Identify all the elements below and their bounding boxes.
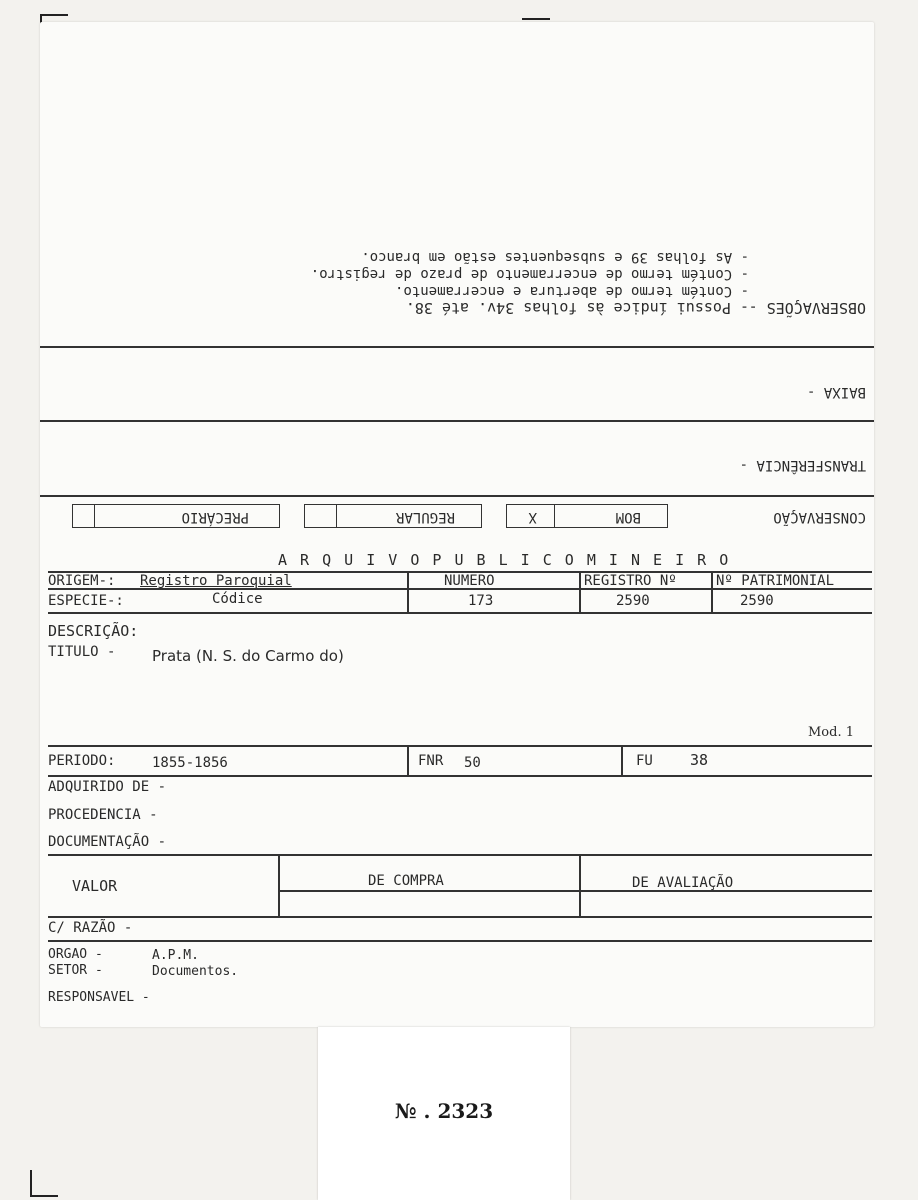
observacoes-line-1: - Possui índice às folhas 34v. até 38.: [405, 299, 749, 317]
observacoes-line-2: - Contém termo de abertura e encerramento.: [394, 283, 749, 299]
option-bom-box: [506, 504, 668, 528]
fu-value: 38: [690, 751, 709, 769]
corner-mark-bottom-left-horizontal: [30, 1195, 58, 1197]
orgao-label: ORGAO -: [48, 947, 103, 962]
origem-value: Registro Paroquial: [140, 573, 292, 589]
fnr-value: 50: [464, 755, 481, 771]
setor-label: SETOR -: [48, 963, 103, 978]
archive-header: A R Q U I V O P U B L I C O M I N E I R O: [278, 551, 731, 569]
option-bom-mark: X: [528, 509, 537, 525]
procedencia-label: PROCEDENCIA -: [48, 807, 158, 823]
corner-mark-top-center: [522, 18, 550, 20]
option-bom-label: BOM: [615, 509, 641, 525]
inverted-section: [40, 22, 874, 525]
stub-number: № . 2323: [394, 1099, 494, 1123]
option-regular-label: REGULAR: [395, 509, 455, 525]
option-precario-label: PRECÁRIO: [181, 509, 249, 525]
numero-value: 173: [468, 593, 494, 609]
baixa-label: BAIXA -: [806, 384, 866, 400]
periodo-value: 1855-1856: [152, 755, 228, 771]
orgao-value: A.P.M.: [152, 948, 199, 963]
responsavel-label: RESPONSAVEL -: [48, 990, 150, 1005]
number-stub: [318, 1027, 570, 1200]
documentacao-label: DOCUMENTAÇÃO -: [48, 834, 167, 850]
registro-label: REGISTRO Nº: [584, 573, 677, 589]
transferencia-label: TRANSFERÊNCIA -: [739, 457, 866, 473]
observacoes-label: OBSERVAÇÕES -: [748, 299, 866, 317]
adquirido-label: ADQUIRIDO DE -: [48, 779, 167, 795]
numero-label: NUMERO: [444, 573, 495, 589]
observacoes-line-3: - Contém termo de encerramento de prazo de registro.: [310, 266, 749, 282]
corner-mark-top-left: [40, 14, 68, 16]
titulo-value: Prata (N. S. do Carmo do): [152, 647, 344, 665]
de-compra-label: DE COMPRA: [368, 873, 444, 889]
razao-label: C/ RAZÃO -: [48, 920, 133, 936]
catalog-card: [40, 22, 874, 1027]
patrimonial-value: 2590: [740, 593, 774, 609]
especie-label: ESPECIE-:: [48, 593, 124, 609]
registro-value: 2590: [616, 593, 650, 609]
option-precario-box: [72, 504, 280, 528]
model-label: Mod. 1: [808, 725, 854, 740]
option-regular-box: [304, 504, 482, 528]
corner-mark-bottom-left: [30, 1170, 32, 1196]
de-avaliacao-label: DE AVALIAÇÃO: [632, 875, 734, 891]
fnr-label: FNR: [418, 753, 444, 769]
periodo-label: PERIODO:: [48, 753, 116, 769]
valor-label: VALOR: [72, 877, 118, 895]
origem-label: ORIGEM-:: [48, 573, 116, 589]
setor-value: Documentos.: [152, 964, 239, 979]
fu-label: FU: [636, 753, 653, 769]
conservacao-label: CONSERVAÇÃO: [773, 509, 866, 525]
titulo-label: TITULO -: [48, 644, 116, 660]
observacoes-line-4: - As folhas 39 e subsequentes estão em branco.: [361, 249, 749, 265]
patrimonial-label: Nº PATRIMONIAL: [716, 573, 835, 589]
especie-value: Códice: [212, 591, 263, 607]
descricao-label: DESCRIÇÃO:: [48, 622, 139, 640]
